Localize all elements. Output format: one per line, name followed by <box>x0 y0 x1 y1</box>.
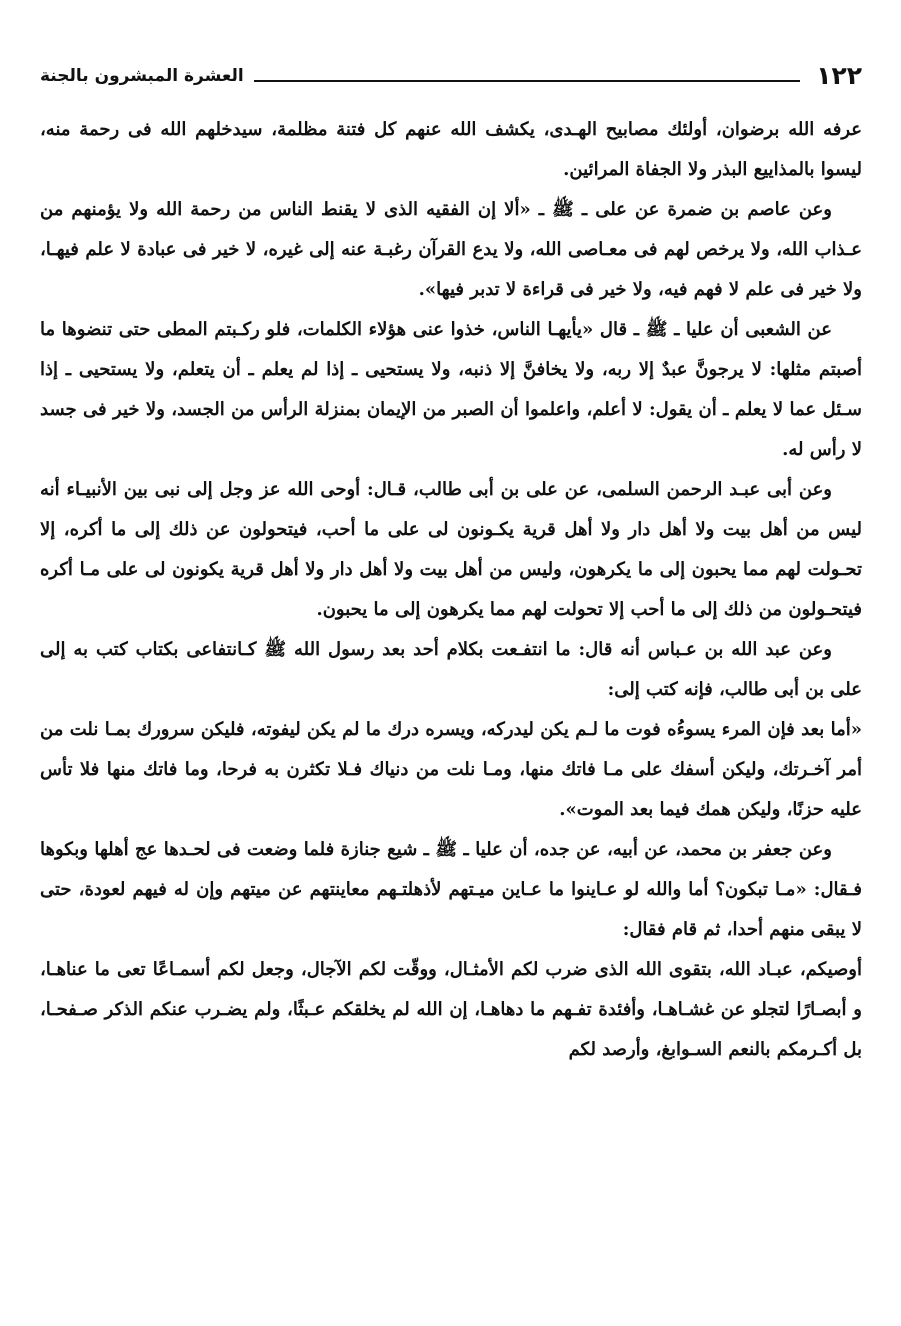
body-text <box>40 110 862 1070</box>
running-title: العشرة المبشرون بالجنة <box>40 66 244 86</box>
paragraph-6: «أما بعد فإن المرء يسوءُه فوت ما لـم يكن ليدركه، ويسره درك ما لم يكن ليفوته، فليكن سرورك بمـا نلت من أمر آخـرتك، وليكن أسفك على مـا فاتك منها، ومـا نلت من دنياك فـلا تكثرن به فرحا، وما فاتك منها فلا تأس عليه حزنًا، وليكن همك فيما بعد الموت». <box>40 719 862 820</box>
paragraph-1: عرفه الله برضوان، أولئك مصابيح الهـدى، يكشف الله عنهم كل فتنة مظلمة، سيدخلهم الله فى رحمة منه، ليسوا بالمذاييع البذر ولا الجفاة المرائين. <box>40 119 862 180</box>
paragraph-5: وعن عبد الله بن عـباس أنه قال: ما انتفـعت بكلام أحد بعد رسول الله ﷺ كـانتفاعى بكتاب كتب به إلى على بن أبى طالب، فإنه كتب إلى: <box>40 639 862 700</box>
paragraph-4: وعن أبى عبـد الرحمن السلمى، عن على بن أبى طالب، قـال: أوحى الله عز وجل إلى نبى بين الأنبيـاء أنه ليس من أهل بيت ولا أهل دار ولا أهل قرية يكـونون لى على ما أحب، فيتحولون عن ذلك إلى ما أكره، إلا تحـولت لهم مما يحبون إلى ما يكرهون، وليس من أهل بيت ولا أهل دار ولا أهل قرية يكونون لى على مـا أكره فيتحـولون من ذلك إلى ما أحب إلا تحولت لهم مما يكرهون إلى ما يحبون. <box>40 479 863 620</box>
paragraph-7: وعن جعفر بن محمد، عن أبيه، عن جده، أن عليا ـ ﷺ ـ شيع جنازة فلما وضعت فى لحـدها عج أهلها وبكوها فـقال: «مـا تبكون؟ أما والله لو عـاينوا ما عـاين ميـتهم لأذهلتـهم معاينتهم عن ميتهم وإن له فيهم لعودة، حتى لا يبقى منهم أحدا، ثم قام فقال: <box>40 839 862 940</box>
paragraph-3: عن الشعبى أن عليا ـ ﷺ ـ قال «يأيهـا الناس، خذوا عنى هؤلاء الكلمات، فلو ركـبتم المطى حتى تنضوها ما أصبتم مثلها: لا يرجونَّ عبدٌ إلا ربه، ولا يخافنَّ إلا ذنبه، ولا يستحيى ـ إذا لم يعلم ـ أن يتعلم، ولا يستحيى ـ إذا سـئل عما لا يعلم ـ أن يقول: لا أعلم، واعلموا أن الصبر من الإيمان بمنزلة الرأس من الجسد، ولا خير فى جسد لا رأس له. <box>40 319 862 460</box>
page-number: ١٢٢ <box>816 61 862 90</box>
page-header <box>40 55 862 91</box>
paragraph-2: وعن عاصم بن ضمرة عن على ـ ﷺ ـ «ألا إن الفقيه الذى لا يقنط الناس من رحمة الله ولا يؤمنهم من عـذاب الله، ولا يرخص لهم فى معـاصى الله، ولا يدع القرآن رغبـة عنه إلى غيره، لا خير فى عبادة لا علم فيهـا، ولا خير فى علم لا فهم فيه، ولا خير فى قراءة لا تدبر فيها». <box>40 199 862 300</box>
paragraph-8: أوصيكم، عبـاد الله، بتقوى الله الذى ضرب لكم الأمثـال، ووقّت لكم الآجال، وجعل لكم أسمـاعًا تعى ما عناهـا، و أبصـارًا لتجلو عن غشـاهـا، وأفئدة تفـهم ما دهاهـا، إن الله لم يخلقكم عـبثًا، ولم يضـرب عنكم الذكر صـفحـا، بل أكـرمكم بالنعم السـوابغ، وأرصد لكم <box>40 959 862 1060</box>
header-rule <box>254 80 801 82</box>
